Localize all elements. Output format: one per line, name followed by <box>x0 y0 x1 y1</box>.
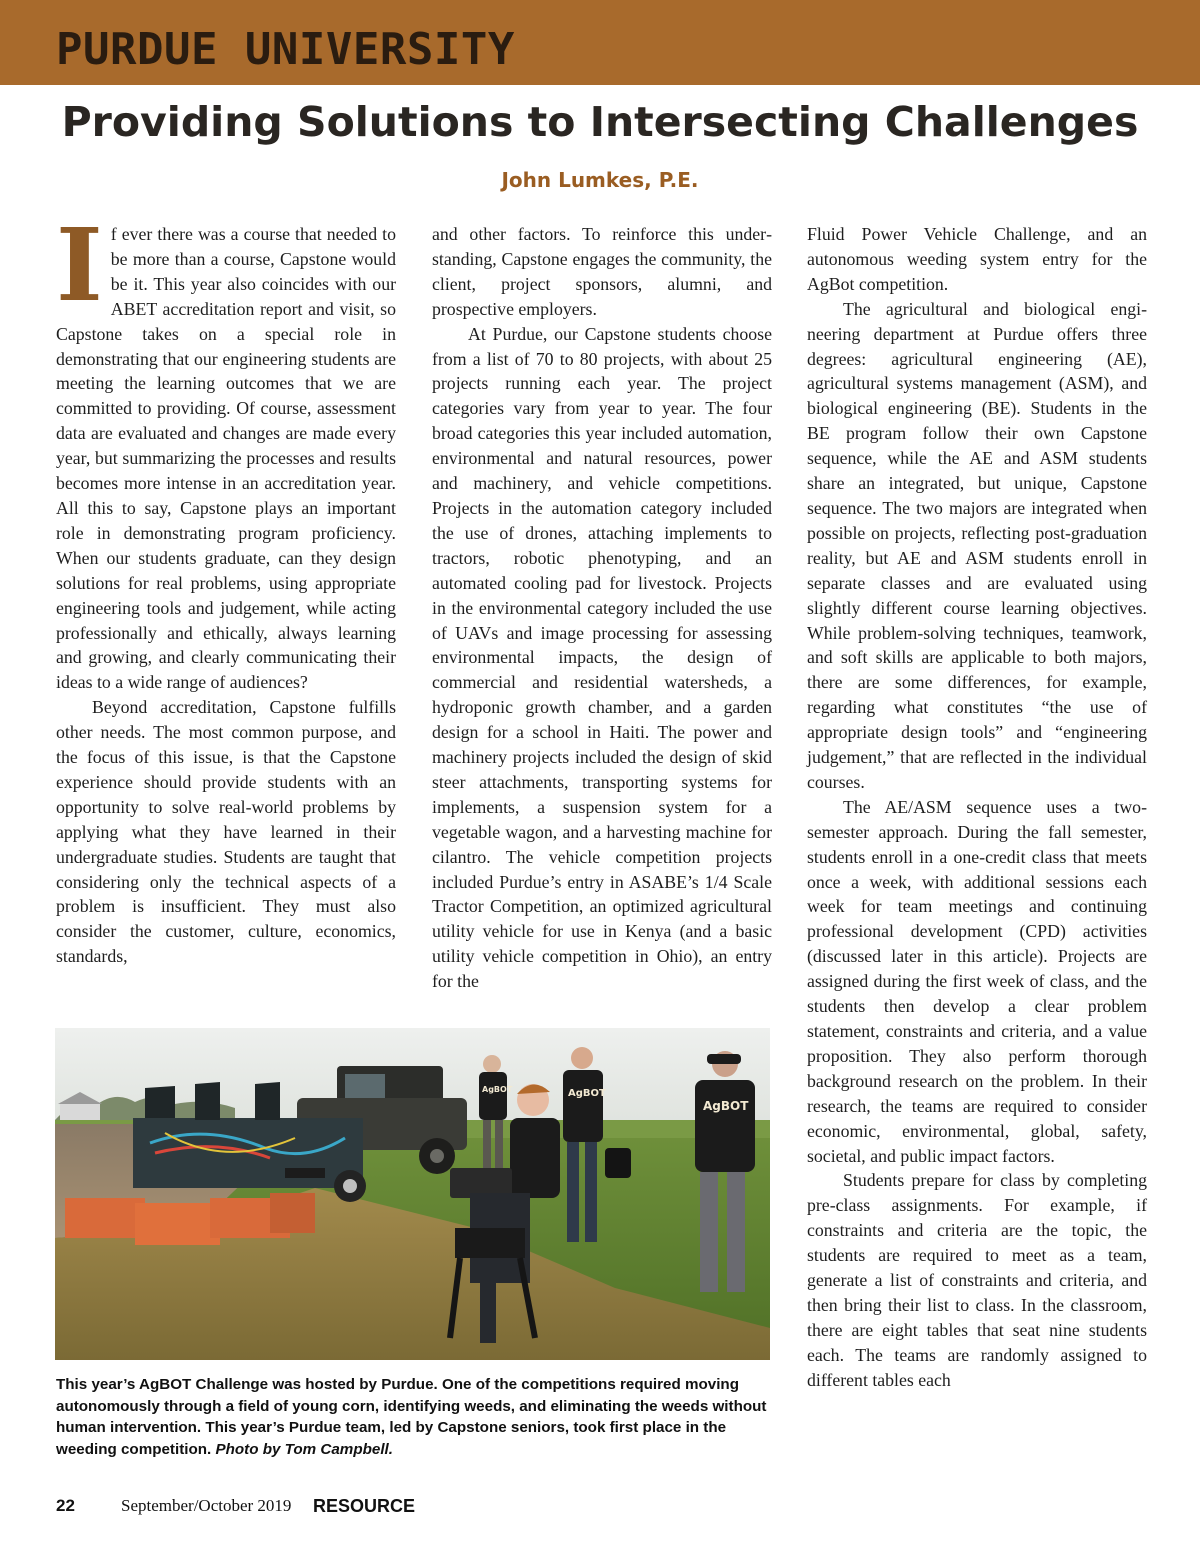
page-number: 22 <box>56 1496 75 1515</box>
paragraph: and other factors. To reinforce this understanding, Capstone engages the community, the client, project sponsors, alumni, and prospective employers. <box>432 224 772 319</box>
issue-date: September/October 2019 <box>121 1496 292 1515</box>
photo-caption <box>56 1374 771 1460</box>
paragraph: Beyond accreditation, Capstone fulfills other needs. The most common purpose, and the focus of this issue, is that the Capstone experience should provide students with an opportunity to solve real-world problems by applying what they have learned in their undergraduate studies. Students are taught that considering only the technical aspects of a problem is insufficient. They must also consider the customer, culture, economics, standards, <box>56 697 396 967</box>
paragraph <box>56 206 396 695</box>
photo-credit: Photo by Tom Campbell. <box>215 1440 393 1458</box>
caption-text: This year’s AgBOT Challenge was hosted by Purdue. One of the competitions required moving autonomously through a field of young corn, identifying weeds, and eliminating the weeds without human intervention. This year’s Purdue team, led by Capstone seniors, took first place in the weeding competition. <box>56 1376 767 1458</box>
drop-cap: I <box>56 206 103 324</box>
author-byline: John Lumkes, P.E. <box>501 168 699 192</box>
paragraph: Fluid Power Vehicle Challenge, and an autonomous weeding system entry for the AgBot competition. <box>807 224 1147 294</box>
magazine-name: RESOURCE <box>313 1496 416 1516</box>
shirt-logo: AgBOT <box>703 1099 749 1113</box>
distant-building <box>60 1102 100 1120</box>
paragraph: The AE/ASM sequence uses a two-semester approach. During the fall semester, students enroll in a one-credit class that meets once a week, with additional sessions each week for team meetings and continuing professional development (CPD) activities (discussed later in this article). Projects are assigned during the first week of class, and the students then develop a clear problem statement, constraints and criteria, and a value proposition. They also perform thorough background research on the problem. In their research, the teams are required to consider economic, environmental, global, safety, societal, and public impact factors. <box>807 796 1147 1166</box>
paragraph: Students prepare for class by completing pre-class assignments. For example, if constraints and criteria are the topic, the students are required to meet as a team, generate a list of constraints and criteria, and then bring their list to class. In the classroom, there are eight tables that seat nine students each. The teams are randomly assigned to different tables each <box>807 1170 1147 1390</box>
shirt-logo: AgBOT <box>568 1088 606 1099</box>
text-column-1 <box>56 206 396 969</box>
text-column-2 <box>432 222 772 994</box>
paragraph: At Purdue, our Capstone students choose from a list of 70 to 80 projects, with about 25 projects running each year. The project categories vary from year to year. The four broad categories this year included automation, environmental and natural resources, power and machinery, and vehicle competitions. Projects in the automation category included the use of drones, attaching implements to tractors, robotic phenotyping, and an automated cooling pad for livestock. Projects in the environmental category included the use of UAVs and image processing for assessing environmental impacts, the design of commercial and residential watersheds, a hydroponic growth chamber, and a garden design for a school in Haiti. The power and machinery projects included the design of skid steer attachments, transporting systems for implements, a suspension system for a vegetable wagon, and a harvesting machine for cilantro. The vehicle competition projects included Purdue’s entry in ASABE’s 1/4 Scale Tractor Competition, an optimized agricultural utility vehicle for use in Kenya (and a basic utility vehicle competition in Ohio), an entry for the <box>432 323 772 992</box>
agbot-photo <box>55 1028 770 1360</box>
section-banner <box>0 0 1200 85</box>
article-title: Providing Solutions to Intersecting Challenges <box>61 98 1139 146</box>
text-column-3 <box>807 222 1147 1393</box>
paragraph: The agricultural and biological engineering department at Purdue offers three degrees: agricultural engineering (AE), agricultural systems management (ASM), and biological engineering (BE). Students in the BE program follow their own Capstone sequence, while the AE and ASM students share an integrated, but unique, Capstone sequence. The two majors are integrated when possible on projects, reflecting post-graduation reality, but AE and ASM students enroll in separate classes and are evaluated using slightly different course learning objectives. While problem-solving techniques, teamwork, and soft skills are applicable to both majors, there are some differences, for example, regarding what constitutes “the use of appropriate design tools” and “engineering judgement,” that are reflected in the individual courses. <box>807 298 1147 792</box>
section-label: PURDUE UNIVERSITY <box>56 24 515 75</box>
paragraph-text: f ever there was a course that needed to be more than a course, Capstone would be it. This year also coincides with our ABET accreditation report and visit, so Capstone takes on a special role in demonstrating that our engineering students are meeting the learning outcomes that we are committed to providing. Of course, assessment data are evaluated and changes are made every year, but summarizing the processes and results becomes more intense in an accreditation year. All this to say, Capstone plays an important role in demonstrating program proficiency. When our students graduate, can they design solutions for real problems, using appropriate engineering tools and judgement, while acting professionally and ethically, always learning and growing, and clearly communicating their ideas to a wide range of audiences? <box>56 224 396 693</box>
shirt-logo: AgBOT <box>482 1085 513 1094</box>
